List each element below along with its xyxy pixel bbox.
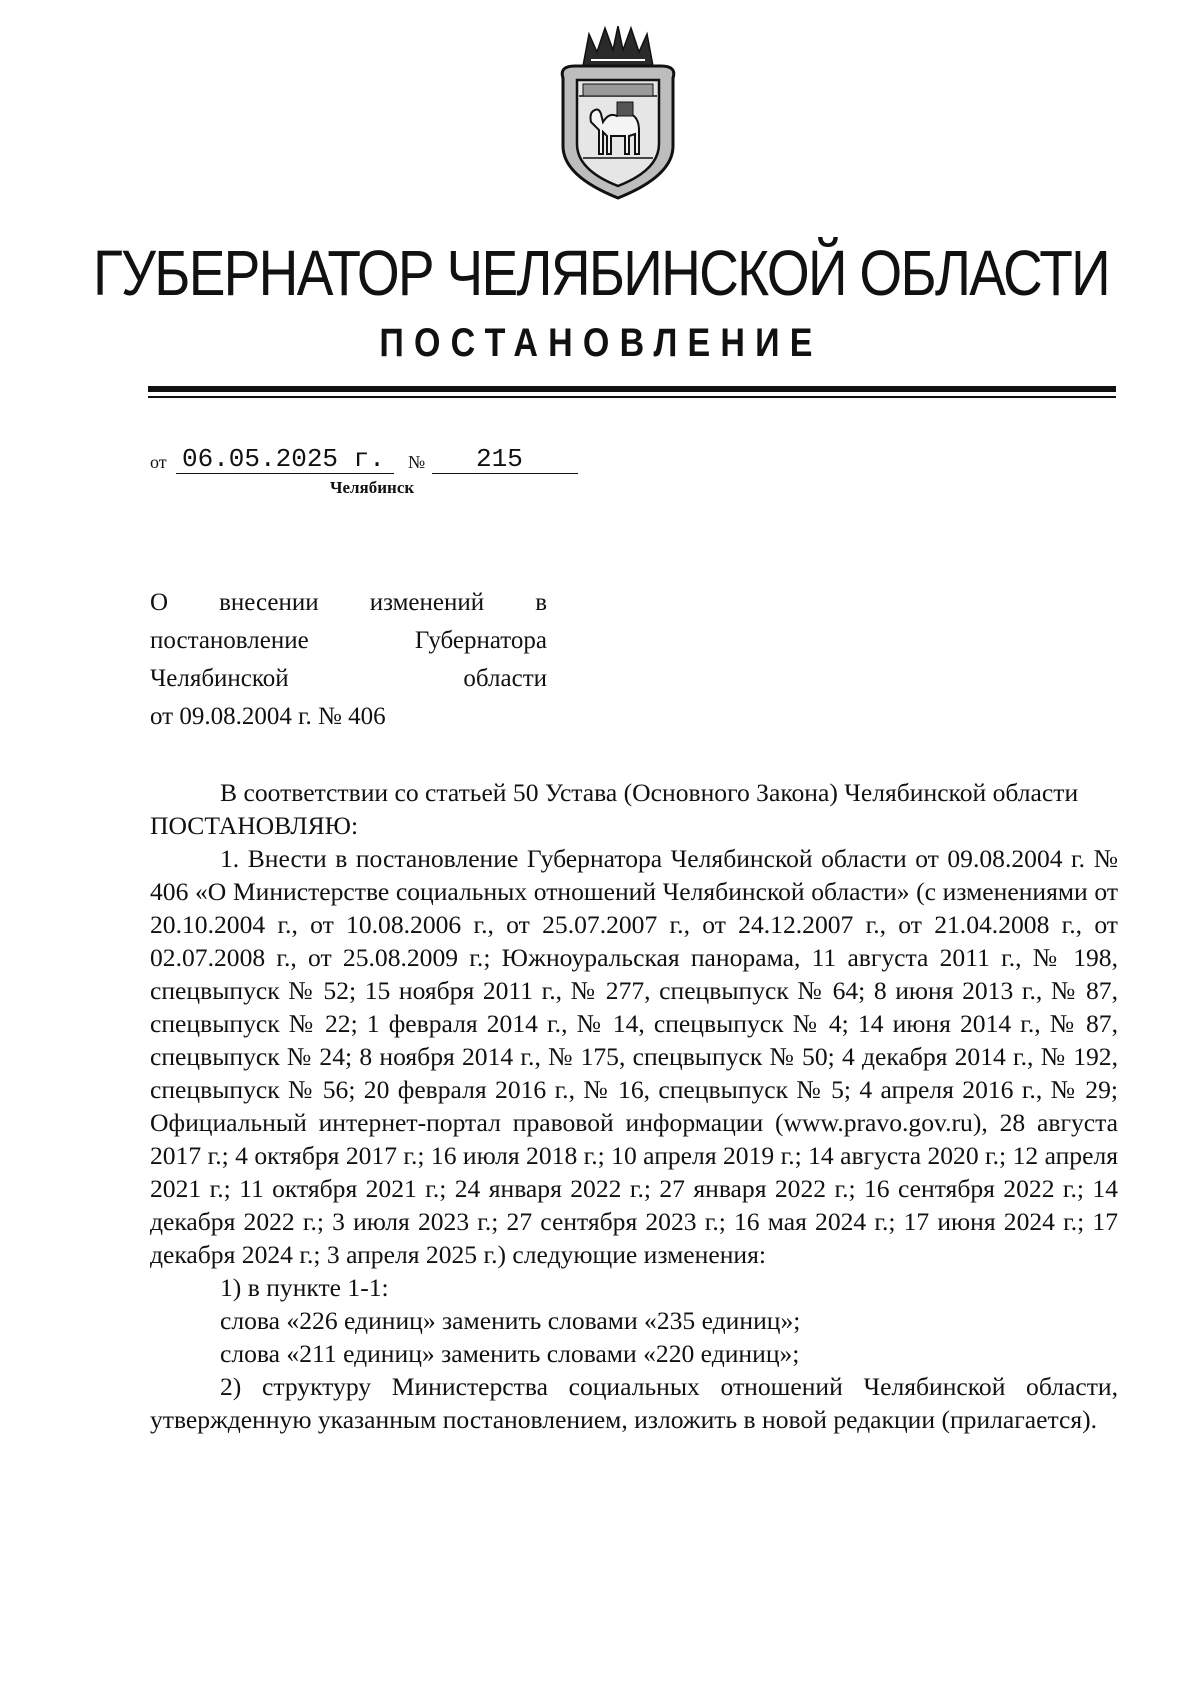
- subject-line: О внесении изменений в: [150, 589, 547, 616]
- document-subject: [150, 584, 547, 736]
- document-body: [150, 776, 1118, 1436]
- number-label: №: [408, 452, 426, 472]
- header-rule-thick: [148, 386, 1116, 392]
- document-type: ПОСТАНОВЛЕНИЕ: [379, 321, 823, 365]
- city-name: Челябинск: [330, 478, 415, 497]
- subject-line: Челябинской области: [150, 665, 547, 692]
- subject-line: постановление Губернатора: [150, 627, 547, 654]
- header-rule-thin: [148, 396, 1116, 398]
- subitem-1-paragraph: 1) в пункте 1-1:: [220, 1273, 389, 1302]
- subitem-1a-paragraph: слова «226 единиц» заменить словами «235 единиц»;: [220, 1306, 801, 1335]
- preamble-paragraph: В соответствии со статьей 50 Устава (Основного Закона) Челябинской области: [220, 778, 1079, 807]
- item-1-paragraph: 1. Внести в постановление Губернатора Челябинской области от 09.08.2004 г. № 406 «О Министерстве социальных отношений Челябинской области» (с изменениями от 20.10.2004 г., от 10.08.2006 г., от 25.07.2007 г., от 24.12.2007 г., от 21.04.2008 г., от 02.07.2008 г., от 25.08.2009 г.; Южноуральская панорама, 11 августа 2011 г., № 198, спецвыпуск № 52; 15 ноября 2011 г., № 277, спецвыпуск № 64; 8 июня 2013 г., № 87, спецвыпуск № 22; 1 февраля 2014 г., № 14, спецвыпуск № 4; 14 июня 2014 г., № 87, спецвыпуск № 24; 8 ноября 2014 г., № 175, спецвыпуск № 50; 4 декабря 2014 г., № 192, спецвыпуск № 56; 20 февраля 2016 г., № 16, спецвыпуск № 5; 4 апреля 2016 г., № 29; Официальный интернет-портал правовой информации (www.pravo.gov.ru), 28 августа 2017 г.; 4 октября 2017 г.; 16 июля 2018 г.; 10 апреля 2019 г.; 14 августа 2020 г.; 12 апреля 2021 г.; 11 октября 2021 г.; 24 января 2022 г.; 27 января 2022 г.; 16 сентября 2022 г.; 14 декабря 2022 г.; 3 июля 2023 г.; 27 сентября 2023 г.; 16 мая 2024 г.; 17 июня 2024 г.; 17 декабря 2024 г.; 3 апреля 2025 г.) следующие изменения:: [150, 844, 1118, 1269]
- decree-word: ПОСТАНОВЛЯЮ:: [150, 811, 359, 840]
- date-label: от: [150, 452, 167, 472]
- subitem-2-paragraph: 2) структуру Министерства социальных отношений Челябинской области, утвержденную указанным постановлением, изложить в новой редакции (прилагается).: [150, 1372, 1118, 1434]
- document-date: 06.05.2025 г.: [176, 444, 394, 474]
- subitem-1b-paragraph: слова «211 единиц» заменить словами «220 единиц»;: [220, 1339, 800, 1368]
- issuing-authority: ГУБЕРНАТОР ЧЕЛЯБИНСКОЙ ОБЛАСТИ: [92, 237, 1109, 309]
- document-number: 215: [432, 444, 578, 474]
- subject-line: от 09.08.2004 г. № 406: [150, 703, 386, 730]
- chelyabinsk-coat-of-arms-icon: [553, 26, 683, 202]
